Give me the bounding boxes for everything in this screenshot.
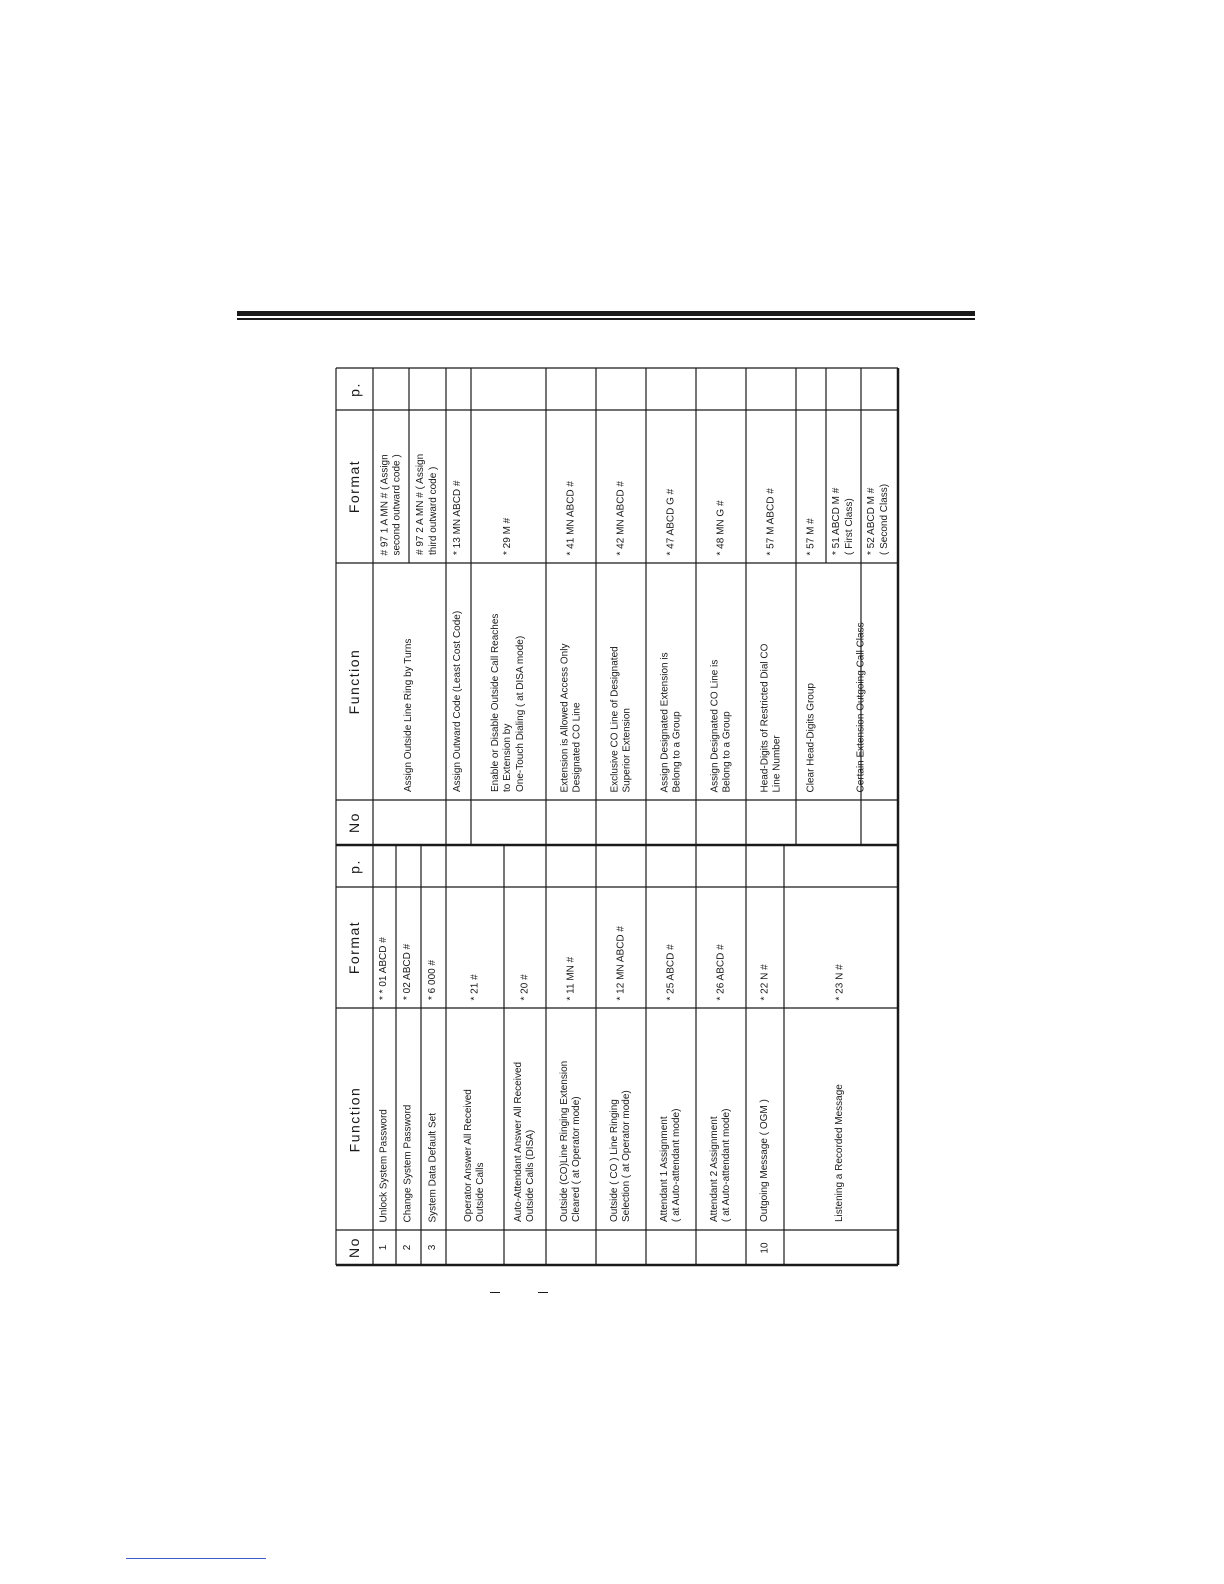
header-no-left: No: [345, 1237, 362, 1258]
header-function-left: Function: [345, 1086, 362, 1152]
left-row-format: * 21 #: [468, 973, 480, 1000]
right-row-format: # 97 1 A MN # ( Assign second outward code ): [378, 453, 402, 555]
right-row-format: * 41 MN ABCD #: [564, 480, 576, 555]
header-rule-thick: [237, 311, 975, 316]
right-row-no: [446, 800, 471, 845]
right-row-no: [546, 800, 596, 845]
left-row-no: [784, 1230, 896, 1265]
right-row-function: Assign Designated Extension is Belong to a Group: [658, 651, 682, 792]
right-row-no: [373, 800, 446, 845]
right-row-format: # 97 2 A MN # ( Assign third outward code ): [415, 453, 439, 555]
header-page-right: p.: [345, 381, 362, 397]
left-row-function: Operator Answer All Received Outside Calls: [462, 1089, 486, 1222]
left-row-format: * 20 #: [518, 973, 530, 1000]
right-row-format: * 52 ABCD M # ( Second Class): [866, 483, 890, 555]
left-row-function: Outside (CO)Line Ringing Extension Cleared ( at Operator mode): [558, 1060, 582, 1222]
left-row-no: 10: [758, 1241, 770, 1254]
left-row-no: [546, 1230, 596, 1265]
left-row-no: [646, 1230, 696, 1265]
left-row-function: Outgoing Message ( OGM ): [758, 1099, 770, 1222]
left-row-no: 3: [427, 1244, 439, 1251]
left-row-function: Attendant 1 Assignment ( at Auto-attendant mode): [658, 1108, 682, 1222]
left-row-format: * 6 000 #: [427, 959, 439, 1000]
right-row-no: [646, 800, 696, 845]
right-row-function: Assign Outward Code (Least Cost Code): [452, 610, 464, 792]
left-row-no: 2: [402, 1244, 414, 1251]
right-row-function: Assign Designated CO Line is Belong to a Group: [708, 659, 732, 792]
right-row-function: Clear Head-Digits Group: [804, 682, 816, 792]
right-row-no: [796, 800, 826, 845]
right-row-format: * 57 M #: [804, 517, 816, 555]
right-row-no: [596, 800, 646, 845]
right-row-format: * 42 MN ABCD #: [614, 480, 626, 555]
right-row-function: Enable or Disable Outside Call Reaches to Extension by One-Touch Dialing ( at DISA mode): [489, 613, 526, 792]
right-row-no: [696, 800, 746, 845]
right-row-no: [471, 800, 546, 845]
left-row-format: * 23 N #: [833, 963, 845, 1000]
right-row-function: Head-Digits of Restricted Dial CO Line Number: [758, 643, 782, 792]
right-row-function: Extension is Allowed Access Only Designated CO Line: [558, 643, 582, 792]
right-row-function: Certain Extension Outgoing Call Class: [854, 621, 866, 792]
header-no-right: No: [345, 812, 362, 833]
left-row-no: 1: [378, 1244, 390, 1251]
left-row-format: * 22 N #: [758, 963, 770, 1000]
left-row-format: * 25 ABCD #: [664, 943, 676, 1000]
page-number-dash-right: [538, 1292, 548, 1293]
right-row-format: * 51 ABCD M # ( First Class): [831, 487, 855, 555]
left-row-function: System Data Default Set: [427, 1112, 439, 1222]
left-row-function: Outside ( CO ) Line Ringing Selection ( at Operator mode): [608, 1090, 632, 1222]
left-row-no: [696, 1230, 746, 1265]
right-row-format: * 29 M #: [502, 517, 514, 555]
right-row-format: * 57 M ABCD #: [764, 487, 776, 555]
left-row-format: * 26 ABCD #: [714, 943, 726, 1000]
header-format-right: Format: [345, 459, 362, 514]
footer-link-underline: [126, 1558, 266, 1559]
left-row-function: Auto-Attendant Answer All Received Outside Calls (DISA): [512, 1061, 536, 1222]
left-row-function: Unlock System Password: [378, 1108, 390, 1222]
right-row-format: * 47 ABCD G #: [664, 488, 676, 555]
left-row-format: * 12 MN ABCD #: [614, 925, 626, 1000]
right-row-format: * 48 MN G #: [714, 499, 726, 555]
left-row-no: [504, 1230, 546, 1265]
header-page-left: p.: [345, 858, 362, 874]
right-row-function: Exclusive CO Line of Designated Superior Extension: [608, 645, 632, 792]
right-row-no: [746, 800, 796, 845]
left-row-no: [596, 1230, 646, 1265]
header-rule-thin: [237, 318, 975, 320]
left-row-no: [446, 1230, 504, 1265]
left-row-format: * 11 MN #: [564, 956, 576, 1000]
right-row-no: [826, 800, 896, 845]
left-row-function: Listening a Recorded Message: [833, 1084, 845, 1222]
left-row-function: Attendant 2 Assignment ( at Auto-attendant mode): [708, 1108, 732, 1222]
right-row-function: Assign Outside Line Ring by Turns: [403, 638, 415, 792]
right-row-format: * 13 MN ABCD #: [452, 480, 464, 555]
left-row-format: * 02 ABCD #: [402, 943, 414, 1000]
header-function-right: Function: [345, 648, 362, 715]
header-format-left: Format: [345, 920, 362, 975]
programming-command-table: [336, 368, 898, 1265]
left-row-function: Change System Password: [402, 1104, 414, 1222]
page-number-dash-left: [490, 1292, 500, 1293]
left-row-format: * * 01 ABCD #: [378, 937, 390, 1000]
